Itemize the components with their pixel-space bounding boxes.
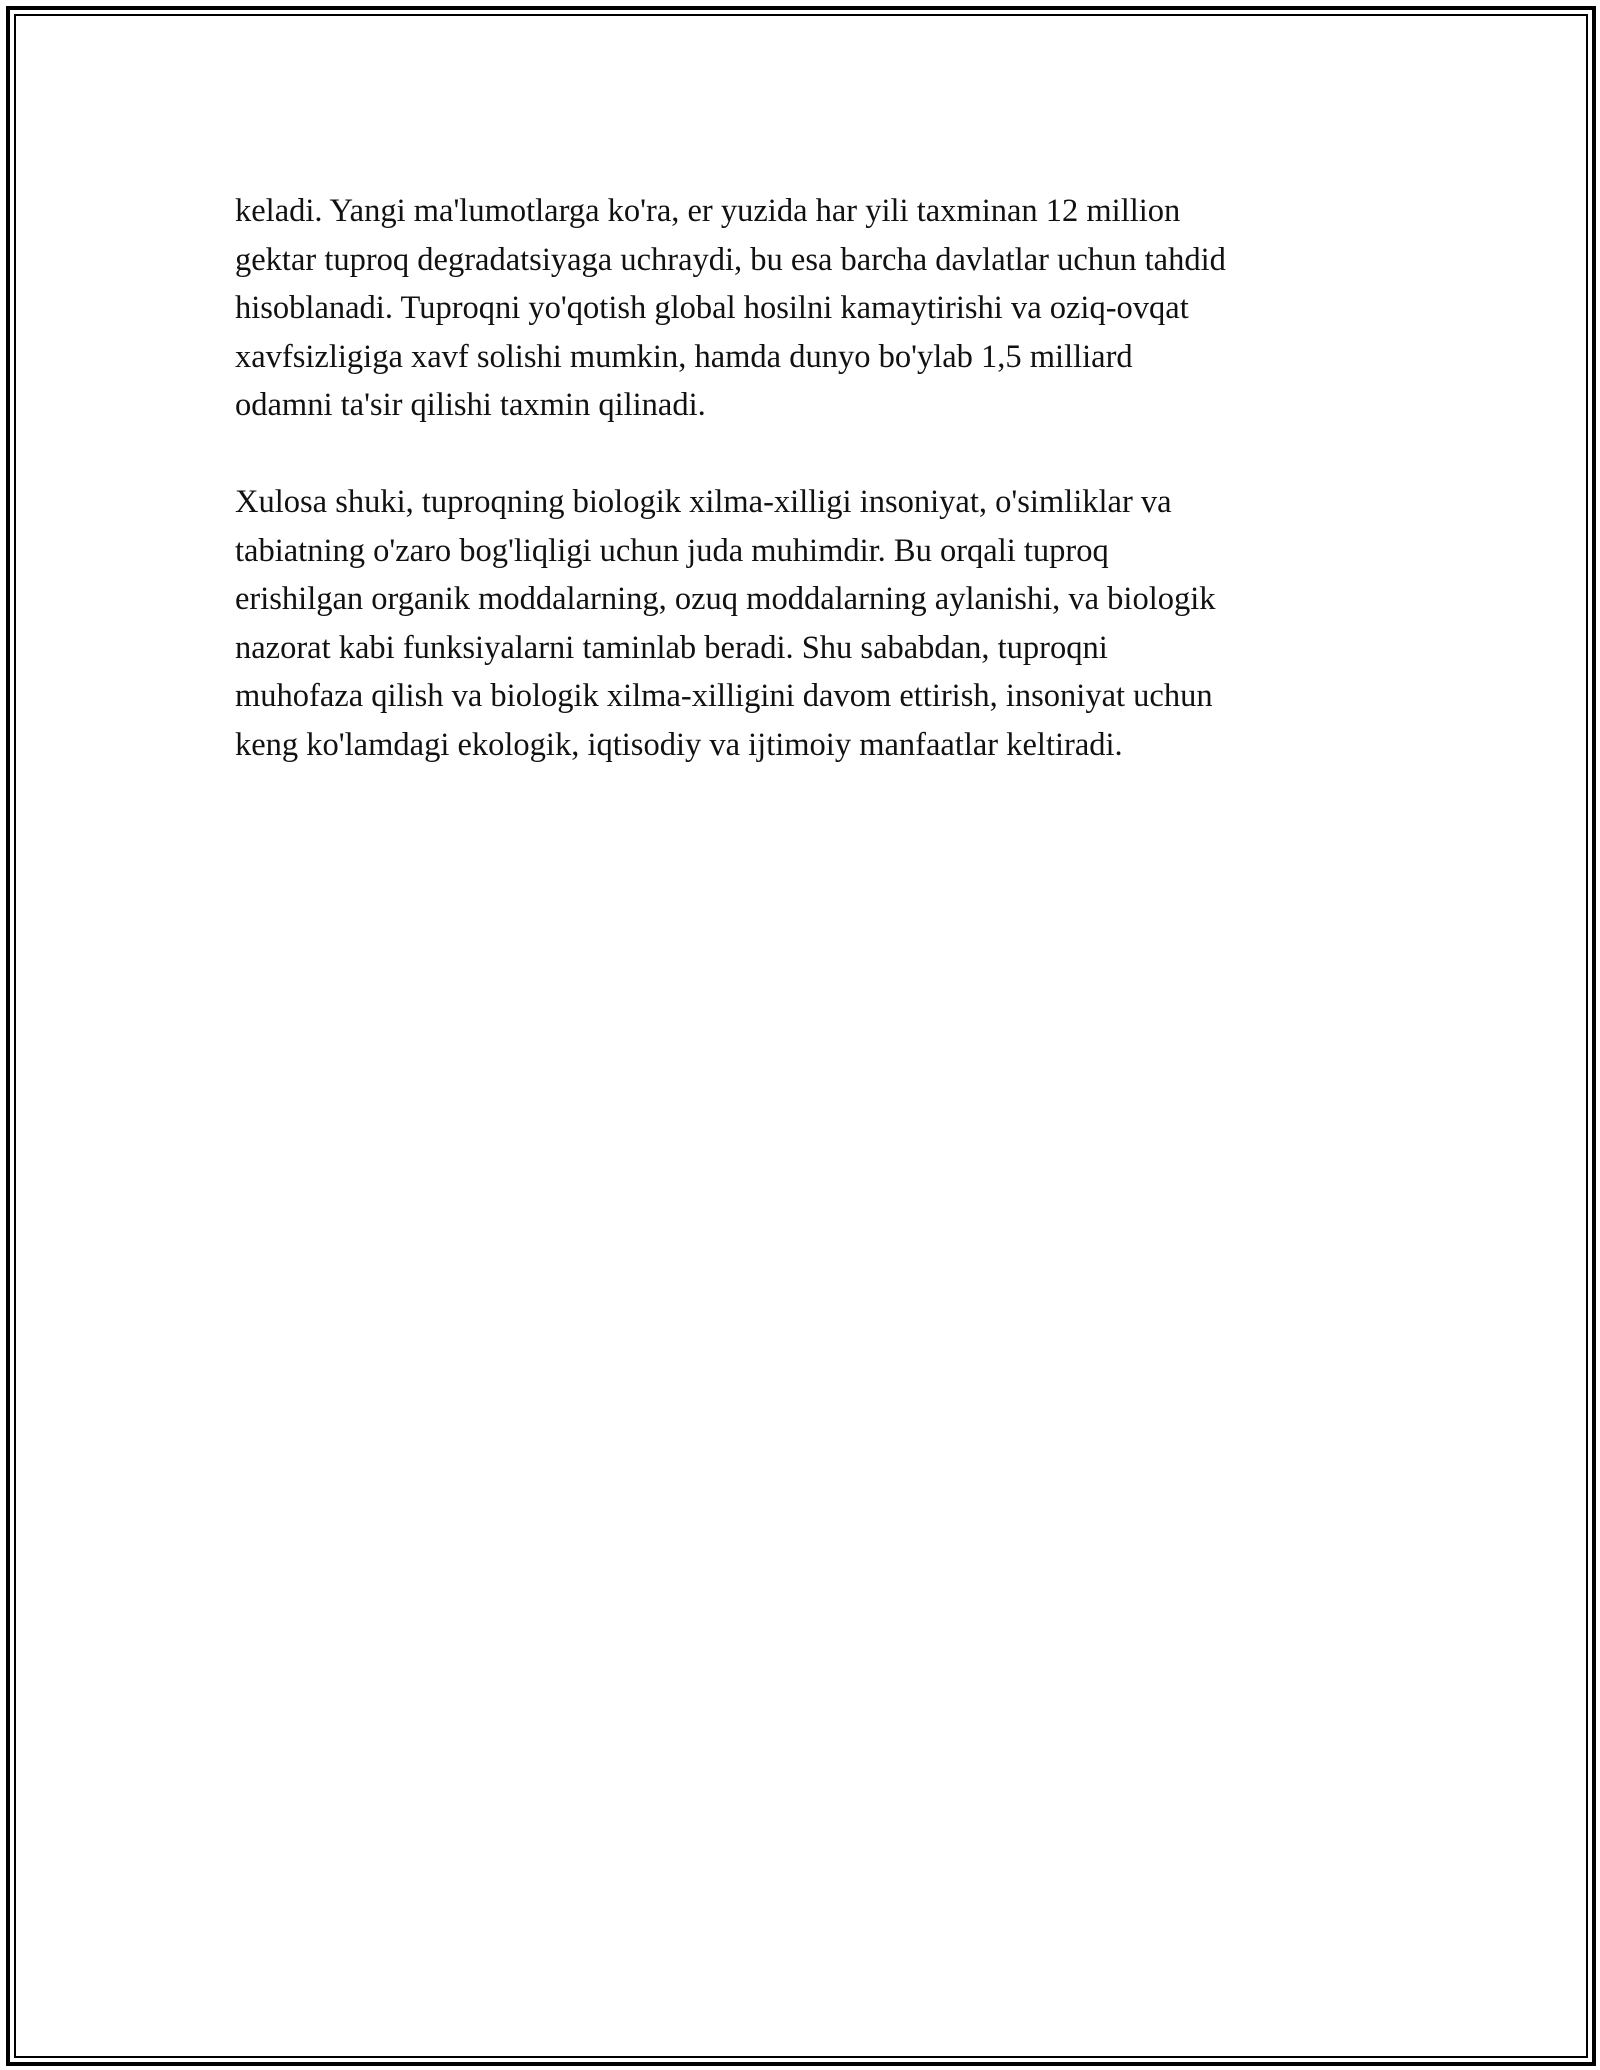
text-line: erishilgan organik moddalarning, ozuq moddalarning aylanishi, va biologik xyxy=(235,581,1216,617)
text-line: tabiatning o'zaro bog'liqligi uchun juda muhimdir. Bu orqali tuproq xyxy=(235,532,1109,569)
text-line: gektar tuproq degradatsiyaga uchraydi, bu esa barcha davlatlar uchun tahdid xyxy=(235,241,1226,278)
text-line: keng ko'lamdagi ekologik, iqtisodiy va ijtimoiy manfaatlar keltiradi. xyxy=(235,726,1123,763)
text-line: nazorat kabi funksiyalarni taminlab beradi. Shu sababdan, tuproqni xyxy=(235,629,1108,666)
text-line: odamni ta'sir qilishi taxmin qilinadi. xyxy=(235,387,706,423)
text-line: xavfsizligiga xavf solishi mumkin, hamda dunyo bo'ylab 1,5 milliard xyxy=(235,338,1133,375)
text-line: hisoblanadi. Tuproqni yo'qotish global hosilni kamaytirishi va oziq-ovqat xyxy=(235,290,1189,326)
text-line: Xulosa shuki, tuproqning biologik xilma-xilligi insoniyat, o'simliklar va xyxy=(235,484,1172,520)
text-line: keladi. Yangi ma'lumotlarga ko'ra, er yuzida har yili taxminan 12 million xyxy=(235,193,1181,229)
paragraph xyxy=(235,187,1365,430)
text-line: muhofaza qilish va biologik xilma-xilligini davom ettirish, insoniyat uchun xyxy=(235,678,1213,714)
paragraph xyxy=(235,478,1365,769)
document-body xyxy=(235,187,1365,818)
